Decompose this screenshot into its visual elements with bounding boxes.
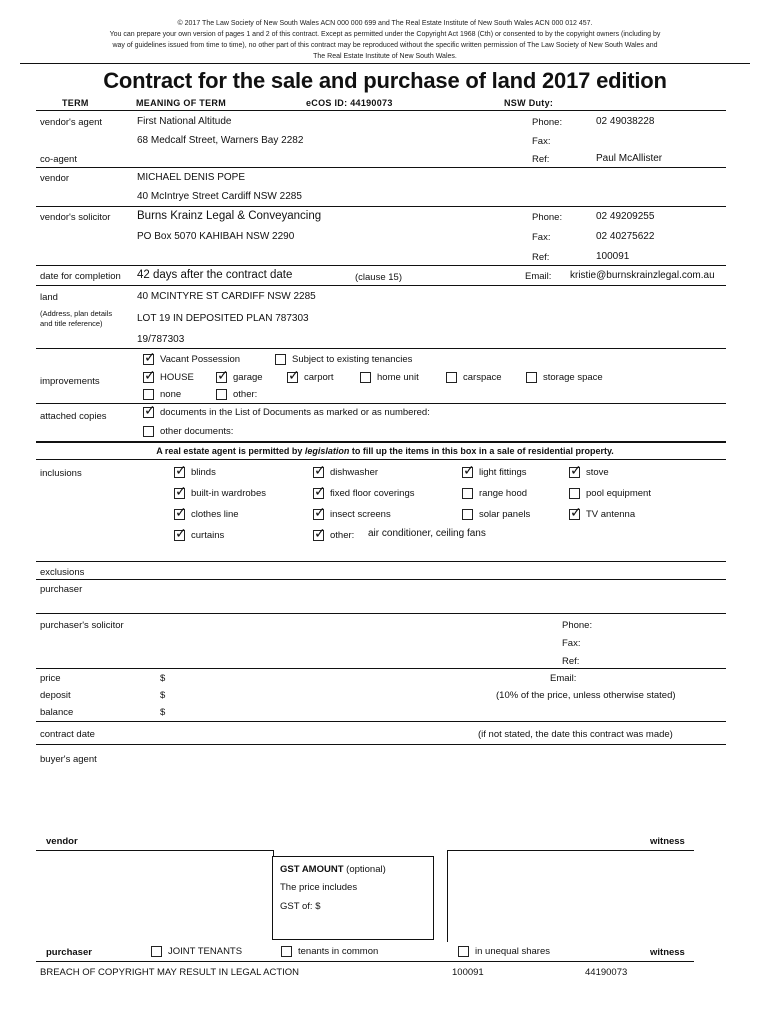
agent-notice: A real estate agent is permitted by legislation to fill up the items in this box in a sale of residential property. (156, 446, 614, 456)
unequal-shares-checkbox[interactable] (458, 946, 469, 957)
purchasers-solicitor-label: purchaser's solicitor (40, 620, 124, 631)
balance-label: balance (40, 707, 74, 718)
agent-divider (36, 167, 726, 168)
copyright-line-4: The Real Estate Institute of New South Wales. (313, 53, 457, 60)
contract-date-divider (36, 744, 726, 745)
other-inclusions-checkbox[interactable] (313, 530, 324, 541)
unequal-shares-label: in unequal shares (475, 946, 550, 957)
land-address[interactable]: 40 MCINTYRE ST CARDIFF NSW 2285 (137, 291, 316, 302)
land-plan[interactable]: LOT 19 IN DEPOSITED PLAN 787303 (137, 313, 309, 324)
joint-tenants-checkbox[interactable] (151, 946, 162, 957)
notice-bottom-divider (36, 459, 726, 460)
exclusions-divider (36, 579, 726, 580)
purchaser-solicitor-divider (36, 668, 726, 669)
footer-id: 44190073 (585, 967, 628, 978)
solicitor-address[interactable]: PO Box 5070 KAHIBAH NSW 2290 (137, 231, 295, 242)
solicitor-email[interactable]: kristie@burnskrainzlegal.com.au (570, 270, 715, 281)
purchaser-signature-label: purchaser (46, 947, 92, 958)
co-agent-label: co-agent (40, 154, 77, 165)
land-title-ref[interactable]: 19/787303 (137, 334, 185, 345)
gst-includes: The price includes (280, 882, 358, 893)
curtains-label: curtains (191, 530, 225, 541)
copyright-line-3: way of guidelines issued from time to time), no other part of this contract may be reproduced without the specific written permission of The Law Society of New South Wales and (112, 42, 658, 49)
light-fittings-checkbox[interactable] (462, 467, 473, 478)
solicitor-ref[interactable]: 100091 (596, 251, 630, 262)
light-fittings-label: light fittings (479, 467, 527, 478)
vendor-signature-line[interactable] (36, 850, 274, 851)
purchaser-label: purchaser (40, 584, 83, 595)
vendors-agent-label: vendor's agent (40, 117, 103, 128)
existing-tenancies-checkbox[interactable] (275, 354, 286, 365)
vacant-possession-checkbox[interactable] (143, 354, 154, 365)
blinds-checkbox[interactable] (174, 467, 185, 478)
solicitor-phone-label: Phone: (532, 212, 563, 223)
price-divider (36, 721, 726, 722)
vendor-label: vendor (40, 173, 70, 184)
vendor-witness-label: witness (650, 836, 685, 847)
other-improvements-checkbox[interactable] (216, 389, 227, 400)
completion-value[interactable]: 42 days after the contract date (137, 269, 293, 281)
floor-coverings-label: fixed floor coverings (330, 488, 415, 499)
tenants-in-common-label: tenants in common (298, 946, 379, 957)
solicitor-divider (36, 265, 726, 266)
house-label: HOUSE (160, 372, 194, 383)
completion-clause: (clause 15) (355, 272, 402, 283)
garage-checkbox[interactable] (216, 372, 227, 383)
insect-screens-label: insect screens (330, 509, 391, 520)
vendors-agent-phone-label: Phone: (532, 117, 563, 128)
stove-checkbox[interactable] (569, 467, 580, 478)
vendor-address[interactable]: 40 McIntrye Street Cardiff NSW 2285 (137, 191, 302, 202)
clothes-line-label: clothes line (191, 509, 239, 520)
none-checkbox[interactable] (143, 389, 154, 400)
vacant-possession-label: Vacant Possession (160, 354, 241, 365)
land-divider (36, 348, 726, 349)
tenants-in-common-checkbox[interactable] (281, 946, 292, 957)
dishwasher-checkbox[interactable] (313, 467, 324, 478)
curtains-checkbox[interactable] (174, 530, 185, 541)
completion-label: date for completion (40, 271, 121, 282)
attached-copies-label: attached copies (40, 411, 107, 422)
solicitor-email-label: Email: (525, 271, 552, 282)
floor-coverings-checkbox[interactable] (313, 488, 324, 499)
price-currency: $ (160, 673, 166, 684)
carspace-checkbox[interactable] (446, 372, 457, 383)
improvements-label: improvements (40, 376, 100, 387)
other-improvements-label: other: (233, 389, 258, 400)
header-divider (36, 110, 726, 111)
gst-title: GST AMOUNT (optional) (280, 864, 386, 875)
vendors-agent-phone[interactable]: 02 49038228 (596, 116, 655, 127)
vendor-name[interactable]: MICHAEL DENIS POPE (137, 172, 245, 183)
solar-panels-checkbox[interactable] (462, 509, 473, 520)
vendors-agent-fax-label: Fax: (532, 136, 551, 147)
home-unit-checkbox[interactable] (360, 372, 371, 383)
tv-antenna-label: TV antenna (586, 509, 636, 520)
carspace-label: carspace (463, 372, 502, 383)
copyright-line-2: You can prepare your own version of pages 1 and 2 of this contract. Except as permitted under the Copyright Act 1968 (Cth) or consented to by the copyright owners (including by (109, 31, 661, 38)
completion-divider (36, 285, 726, 286)
solicitor-ref-label: Ref: (532, 252, 550, 263)
vendors-agent-ref[interactable]: Paul McAllister (596, 153, 663, 164)
purchaser-fax-label: Fax: (562, 638, 581, 649)
stove-label: stove (586, 467, 609, 478)
vendor-witness-line[interactable] (448, 850, 694, 851)
purchaser-ref-label: Ref: (562, 656, 580, 667)
notice-top-divider (36, 441, 726, 443)
nsw-duty-label: NSW Duty: (504, 98, 554, 108)
other-inclusions-label: other: (330, 530, 355, 541)
purchaser-witness-label: witness (650, 947, 685, 958)
solicitor-fax-label: Fax: (532, 232, 551, 243)
garage-label: garage (233, 372, 263, 383)
pool-equipment-checkbox[interactable] (569, 488, 580, 499)
range-hood-checkbox[interactable] (462, 488, 473, 499)
copyright-divider (20, 63, 750, 64)
page-title: Contract for the sale and purchase of land 2017 edition (103, 68, 667, 93)
price-label: price (40, 673, 61, 684)
purchaser-phone-label: Phone: (562, 620, 593, 631)
vendors-solicitor-name[interactable]: Burns Krainz Legal & Conveyancing (137, 210, 322, 222)
inclusions-divider (36, 561, 726, 562)
none-label: none (160, 389, 182, 400)
pool-equipment-label: pool equipment (586, 488, 651, 499)
solicitor-fax[interactable]: 02 40275622 (596, 231, 655, 242)
other-inclusions-value[interactable]: air conditioner, ceiling fans (368, 528, 486, 539)
ecos-id: eCOS ID: 44190073 (306, 98, 393, 108)
storage-space-label: storage space (543, 372, 603, 383)
copyright-line-1: © 2017 The Law Society of New South Wales ACN 000 000 699 and The Real Estate Institute of New South Wales ACN 000 012 457. (177, 20, 593, 27)
vendor-divider (36, 206, 726, 207)
carport-label: carport (304, 372, 334, 383)
deposit-currency: $ (160, 690, 166, 701)
vendors-agent-name[interactable]: First National Altitude (137, 116, 232, 127)
improvements-divider (36, 403, 726, 404)
tv-antenna-checkbox[interactable] (569, 509, 580, 520)
documents-checkbox[interactable] (143, 407, 154, 418)
term-header: TERM (62, 98, 89, 108)
dishwasher-label: dishwasher (330, 467, 379, 478)
solar-panels-label: solar panels (479, 509, 531, 520)
other-documents-checkbox[interactable] (143, 426, 154, 437)
contract-date-note: (if not stated, the date this contract was made) (478, 729, 673, 740)
deposit-label: deposit (40, 690, 71, 701)
vendors-agent-ref-label: Ref: (532, 154, 550, 165)
purchaser-email-label: Email: (550, 673, 577, 684)
joint-tenants-label: JOINT TENANTS (168, 946, 243, 957)
purchaser-divider (36, 613, 726, 614)
storage-space-checkbox[interactable] (526, 372, 537, 383)
footer-ref: 100091 (452, 967, 484, 978)
land-label: land (40, 292, 58, 303)
blinds-label: blinds (191, 467, 216, 478)
vendors-solicitor-label: vendor's solicitor (40, 212, 111, 223)
house-checkbox[interactable] (143, 372, 154, 383)
breach-notice: BREACH OF COPYRIGHT MAY RESULT IN LEGAL ACTION (40, 967, 300, 978)
land-sublabel-2: and title reference) (40, 319, 103, 328)
carport-checkbox[interactable] (287, 372, 298, 383)
inclusions-label: inclusions (40, 468, 82, 479)
wardrobes-label: built-in wardrobes (191, 488, 266, 499)
purchaser-signature-line[interactable] (36, 961, 694, 962)
balance-currency: $ (160, 707, 166, 718)
contract-date-label: contract date (40, 729, 95, 740)
meaning-header: MEANING OF TERM (136, 98, 226, 108)
wardrobes-checkbox[interactable] (174, 488, 185, 499)
other-documents-label: other documents: (160, 426, 234, 437)
solicitor-phone[interactable]: 02 49209255 (596, 211, 655, 222)
exclusions-label: exclusions (40, 567, 85, 578)
land-sublabel-1: (Address, plan details (40, 309, 113, 318)
buyers-agent-label: buyer's agent (40, 754, 97, 765)
documents-label: documents in the List of Documents as marked or as numbered: (160, 407, 430, 418)
deposit-note: (10% of the price, unless otherwise stated) (496, 690, 676, 701)
clothes-line-checkbox[interactable] (174, 509, 185, 520)
existing-tenancies-label: Subject to existing tenancies (292, 354, 413, 365)
home-unit-label: home unit (377, 372, 419, 383)
gst-of: GST of: $ (280, 901, 321, 912)
vendors-agent-address[interactable]: 68 Medcalf Street, Warners Bay 2282 (137, 135, 304, 146)
gst-connector-right (447, 850, 448, 942)
insect-screens-checkbox[interactable] (313, 509, 324, 520)
range-hood-label: range hood (479, 488, 528, 499)
vendor-signature-label: vendor (46, 836, 78, 847)
